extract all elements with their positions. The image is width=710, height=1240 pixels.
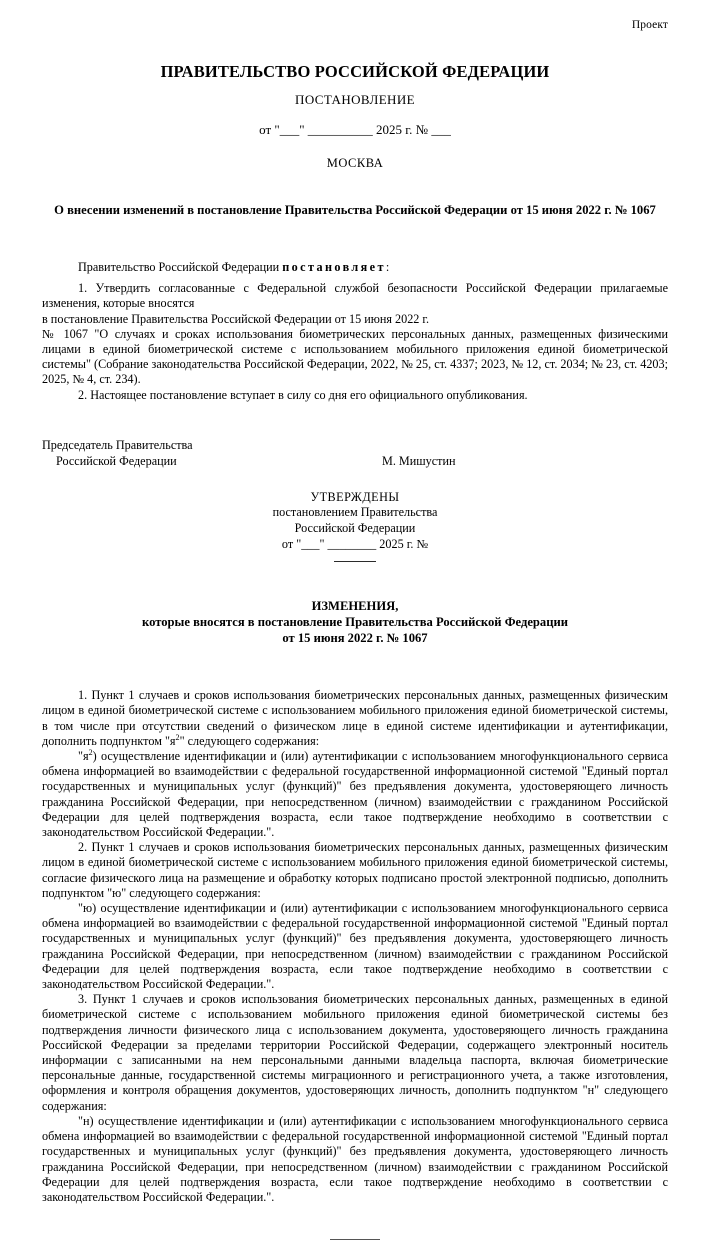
decree-item-1-line-3: № 1067 "О случаях и сроках использования биометрических персональных данных, размещенных физическими лицами в единой биометрической системе с использованием мобильного приложения единой биометрической системы" (Собрание законодательства Российской Федерации, 2022, № 25, ст. 4337; 2023, № 12, ст. 2034; № 23, ст. 4203; 2025, № 4, ст. 234). bbox=[42, 326, 668, 387]
approval-divider bbox=[334, 561, 376, 562]
decree-item-1-line-2: в постановление Правительства Российской Федерации от 15 июня 2022 г. bbox=[42, 311, 430, 326]
document-city: МОСКВА bbox=[326, 156, 384, 170]
page-title: ПРАВИТЕЛЬСТВО РОССИЙСКОЙ ФЕДЕРАЦИИ bbox=[160, 62, 550, 81]
approval-line-3: Российской Федерации bbox=[294, 521, 416, 536]
approval-line-2: постановлением Правительства bbox=[272, 505, 438, 520]
changes-heading-line-2: которые вносятся в постановление Правительства Российской Федерации bbox=[142, 615, 568, 630]
preamble-emphasis: постановляет bbox=[282, 260, 386, 274]
changes-item-2-intro: 2. Пункт 1 случаев и сроков использования биометрических персональных данных, размещенных физическим лицом в единой биометрической системе с использованием мобильного приложения единой биометрической системы, согласие физического лица на размещение и обработку которых подписано простой электронной подписью, дополнить подпунктом "ю" следующего содержания: bbox=[42, 840, 668, 900]
approval-block bbox=[0, 490, 710, 562]
signature-block bbox=[0, 437, 710, 470]
decree-body bbox=[0, 260, 710, 403]
changes-item-1-quote bbox=[42, 749, 668, 840]
approval-line-4: от "___" ________ 2025 г. № bbox=[281, 536, 429, 551]
changes-item-1-intro-text-a: 1. Пункт 1 случаев и сроков использования биометрических персональных данных, размещенных физическим лицом в единой биометрической системе с использованием мобильного приложения единой биометрической системы, в том числе при отсутствии сведений о физическом лице в единой системе идентификации и аутентификации, дополнить подпунктом "я bbox=[42, 688, 668, 748]
preamble-prefix: Правительство Российской Федерации bbox=[78, 260, 283, 274]
draft-stamp: Проект bbox=[631, 19, 668, 31]
changes-heading-line-3: от 15 июня 2022 г. № 1067 bbox=[282, 631, 428, 646]
spacer bbox=[0, 646, 710, 688]
signatory-role-line-2: Российской Федерации bbox=[56, 454, 177, 469]
changes-item-2-quote: "ю) осуществление идентификации и (или) аутентификации с использованием многофункционального сервиса обмена информацией во взаимодействии с федеральной государственной информационной системой "Единый портал государственных и муниципальных услуг (функций)" без предъявления документа, удостоверяющего личность гражданина Российской Федерации, при непосредственном (личном) взаимодействии с гражданином Российской Федерации для целей подтверждения возраста, если такое подтверждение необходимо в соответствии с законодательством Российской Федерации.". bbox=[42, 901, 668, 992]
spacer bbox=[0, 218, 710, 260]
changes-item-3-intro: 3. Пункт 1 случаев и сроков использования биометрических персональных данных, размещенных в единой биометрической системе с использованием мобильного приложения единой биометрической системы без подтверждения личности физического лица с использованием документа, удостоверяющего личность гражданина Российской Федерации за пределами территории Российской Федерации, содержащего электронный носитель информации с записанными на нем персональными данными владельца паспорта, включая биометрические персональные данные, государственной системы миграционного и регистрационного учета, а также изготовления, оформления и контроля обращения документов, удостоверяющих личность, дополнить подпунктом "н" следующего содержания: bbox=[42, 992, 668, 1113]
superscript-two: 2 bbox=[175, 732, 180, 742]
changes-item-1-quote-text-b: ) осуществление идентификации и (или) аутентификации с использованием многофункционального сервиса обмена информацией во взаимодействии с федеральной государственной информационной системой "Единый портал государственных и муниципальных услуг (функций)" без предъявления документа, удостоверяющего личность гражданина Российской Федерации, при непосредственном (личном) взаимодействии с гражданином Российской Федерации для целей подтверждения возраста, если такое подтверждение необходимо в соответствии с законодательством Российской Федерации.". bbox=[42, 749, 668, 840]
signatory-name: М. Мишустин bbox=[382, 453, 456, 468]
superscript-two: 2 bbox=[88, 747, 93, 757]
document-type-label: ПОСТАНОВЛЕНИЕ bbox=[295, 92, 415, 107]
document-dateline: от "___" __________ 2025 г. № ___ bbox=[259, 122, 451, 137]
changes-heading-block bbox=[0, 598, 710, 646]
document-subject-heading: О внесении изменений в постановление Правительства Российской Федерации от 15 июня 2022 г. № 1067 bbox=[54, 203, 656, 217]
decree-item-1-line-1: 1. Утвердить согласованные с Федеральной службой безопасности Российской Федерации прилагаемые изменения, которые вносятся bbox=[42, 281, 668, 311]
changes-heading-line-1: ИЗМЕНЕНИЯ, bbox=[311, 599, 399, 614]
signatory-role-line-1: Председатель Правительства bbox=[42, 437, 193, 452]
changes-item-1-intro-text-b: " следующего содержания: bbox=[179, 733, 320, 748]
preamble-line bbox=[42, 260, 668, 275]
preamble-suffix: : bbox=[385, 260, 390, 274]
decree-item-2: 2. Настоящее постановление вступает в силу со дня его официального опубликования. bbox=[78, 387, 528, 402]
changes-body bbox=[0, 688, 710, 1205]
changes-item-3-quote: "н) осуществление идентификации и (или) аутентификации с использованием многофункционального сервиса обмена информацией во взаимодействии с федеральной государственной информационной системой "Единый портал государственных и муниципальных услуг (функций)" без предъявления документа, удостоверяющего личность гражданина Российской Федерации, при непосредственном (личном) взаимодействии с гражданином Российской Федерации для целей подтверждения возраста, если такое подтверждение необходимо в соответствии с законодательством Российской Федерации.". bbox=[42, 1113, 668, 1204]
approval-line-1: УТВЕРЖДЕНЫ bbox=[310, 489, 400, 504]
changes-item-1-intro bbox=[42, 688, 668, 749]
changes-item-1-quote-text-a: "я bbox=[78, 749, 89, 764]
